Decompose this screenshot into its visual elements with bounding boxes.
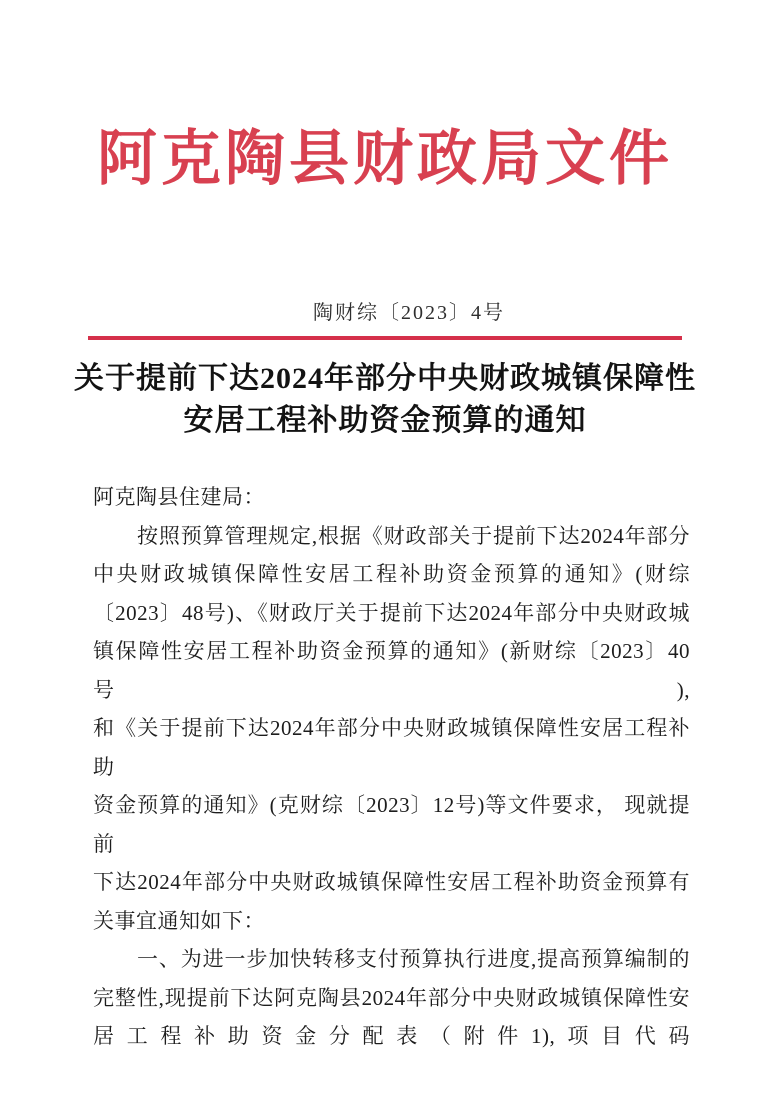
body-line: 中央财政城镇保障性安居工程补助资金预算的通知》(财综 — [93, 562, 690, 586]
document-title-line1: 关于提前下达2024年部分中央财政城镇保障性 — [74, 362, 696, 395]
document-number: 陶财综〔2023〕4号 — [313, 302, 505, 324]
salutation-line: 阿克陶县住建局： — [93, 485, 265, 509]
agency-masthead-title: 阿克陶县财政局文件 — [97, 126, 673, 192]
body-line: 资金预算的通知》(克财综〔2023〕12号)等文件要求， 现就提前 — [93, 793, 690, 856]
document-body — [93, 478, 690, 1056]
body-line: 一、为进一步加快转移支付预算执行进度,提高预算编制的 — [137, 947, 690, 971]
body-line: 下达2024年部分中央财政城镇保障性安居工程补助资金预算有 — [93, 870, 690, 894]
body-line: 按照预算管理规定,根据《财政部关于提前下达2024年部分 — [137, 523, 690, 548]
red-divider-rule — [88, 336, 682, 340]
body-line: 居工程补助资金分配表（附件1),项目代码 — [93, 1024, 690, 1048]
body-line: 完整性,现提前下达阿克陶县2024年部分中央财政城镇保障性安 — [93, 985, 690, 1010]
body-line: 〔2023〕48号)、《财政厅关于提前下达2024年部分中央财政城 — [93, 600, 690, 625]
body-line: 关事宜通知如下： — [93, 908, 265, 933]
document-title-line2: 安居工程补助资金预算的通知 — [183, 404, 587, 437]
body-line: 镇保障性安居工程补助资金预算的通知》(新财综〔2023〕40号), — [93, 639, 690, 702]
document-title — [0, 358, 770, 442]
body-line: 和《关于提前下达2024年部分中央财政城镇保障性安居工程补助 — [93, 716, 690, 779]
